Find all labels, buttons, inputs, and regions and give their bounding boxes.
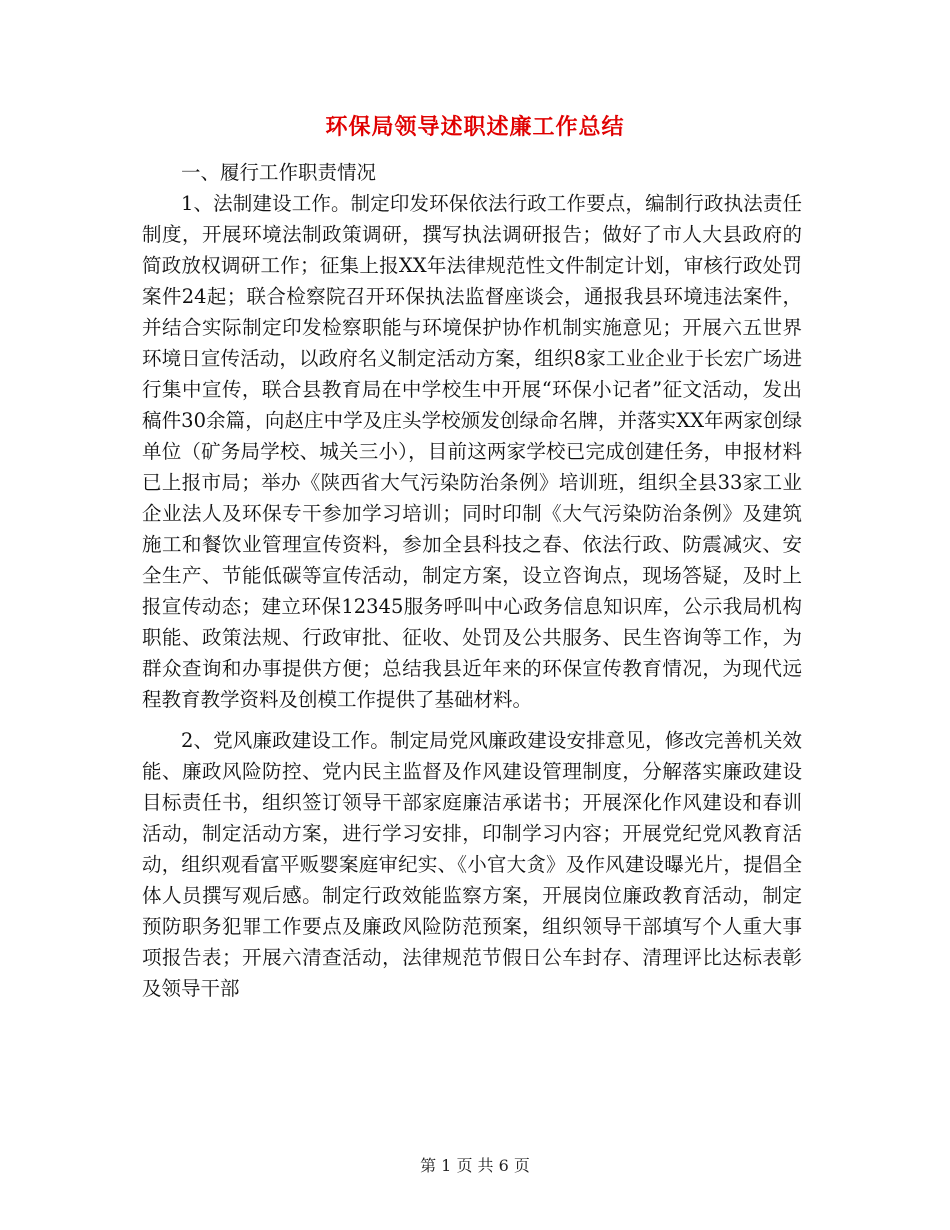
paragraph-legal-construction: 1、法制建设工作。制定印发环保依法行政工作要点，编制行政执法责任制度，开展环境法制政策调研，撰写执法调研报告；做好了市人大县政府的简政放权调研工作；征集上报XX年法律规范性文件制定计划，审核行政处罚案件24起；联合检察院召开环保执法监督座谈会，通报我县环境违法案件，并结合实际制定印发检察职能与环境保护协作机制实施意见；开展六五世界环境日宣传活动，以政府名义制定活动方案，组织8家工业企业于长宏广场进行集中宣传，联合县教育局在中学校生中开展“环保小记者”征文活动，发出稿件30余篇，向赵庄中学及庄头学校颁发创绿命名牌，并落实XX年两家创绿单位（矿务局学校、城关三小），目前这两家学校已完成创建任务，申报材料已上报市局；举办《陕西省大气污染防治条例》培训班，组织全县33家工业企业法人及环保专干参加学习培训；同时印制《大气污染防治条例》及建筑施工和餐饮业管理宣传资料，参加全县科技之春、依法行政、防震减灾、安全生产、节能低碳等宣传活动，制定方案，设立咨询点，现场答疑，及时上报宣传动态；建立环保12345服务呼叫中心政务信息知识库，公示我局机构职能、政策法规、行政审批、征收、处罚及公共服务、民生咨询等工作，为群众查询和办事提供方便；总结我县近年来的环保宣传教育情况，为现代远程教育教学资料及创模工作提供了基础材料。 — [142, 192, 802, 711]
document-body — [142, 157, 802, 1004]
document-title: 环保局领导述职述廉工作总结 — [325, 114, 625, 140]
section-heading: 一、履行工作职责情况 — [181, 161, 377, 184]
page-number-footer: 第 1 页 共 6 页 — [420, 1156, 530, 1175]
paragraph-party-integrity: 2、党风廉政建设工作。制定局党风廉政建设安排意见，修改完善机关效能、廉政风险防控、党内民主监督及作风建设管理制度，分解落实廉政建设目标责任书，组织签订领导干部家庭廉洁承诺书；开展深化作风建设和春训活动，制定活动方案，进行学习安排，印制学习内容；开展党纪党风教育活动，组织观看富平贩婴案庭审纪实、《小官大贪》及作风建设曝光片，提倡全体人员撰写观后感。制定行政效能监察方案，开展岗位廉政教育活动，制定预防职务犯罪工作要点及廉政风险防范预案，组织领导干部填写个人重大事项报告表；开展六清查活动，法律规范节假日公车封存、清理评比达标表彰及领导干部 — [142, 729, 802, 1000]
